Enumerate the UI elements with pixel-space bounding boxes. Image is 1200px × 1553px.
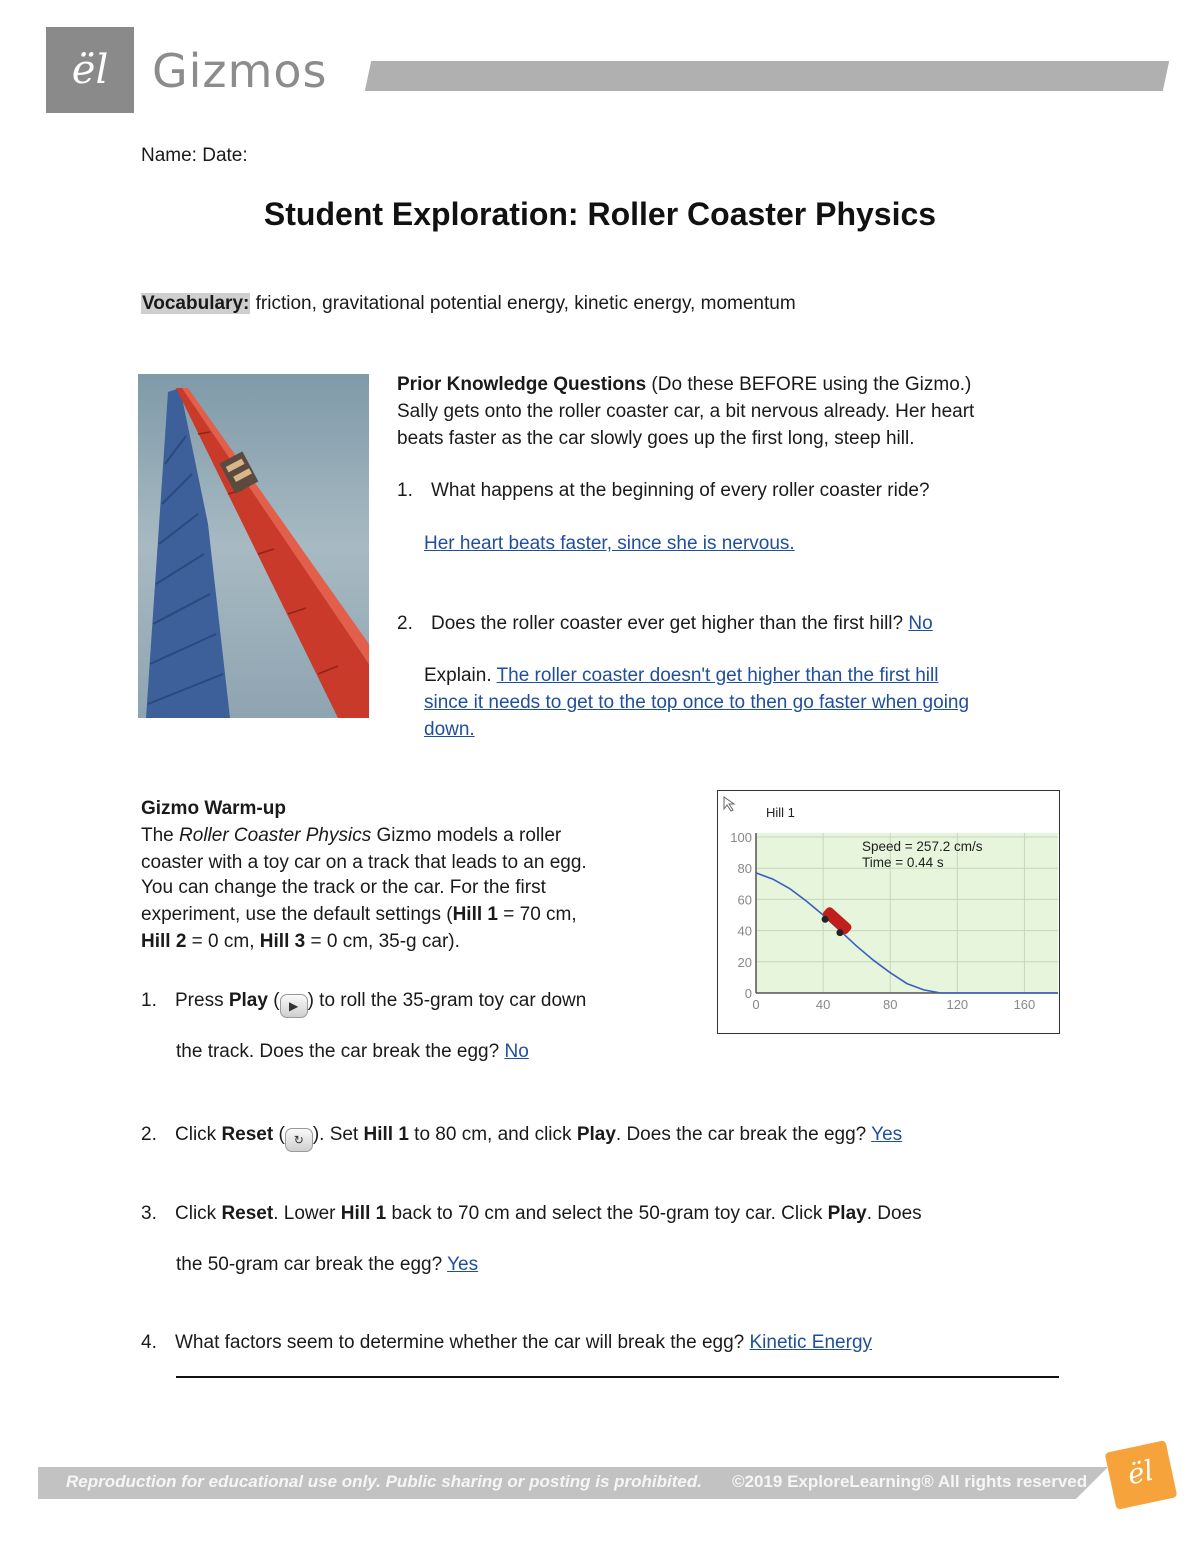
text: to 80 cm, and click xyxy=(408,1124,577,1145)
name-date-line: Name: Date: xyxy=(141,145,248,166)
y-tick-label: 80 xyxy=(737,861,752,877)
text: back to 70 cm and select the 50-gram toy car. Click xyxy=(386,1203,828,1224)
explorelearning-logo xyxy=(46,27,134,113)
warmup-line4 xyxy=(141,901,577,928)
hill-1-label: Hill 1 xyxy=(340,1203,387,1224)
prior-knowledge-heading: Prior Knowledge Questions xyxy=(397,374,647,395)
warmup-line2: coaster with a toy car on a track that leads to an egg. xyxy=(141,852,587,873)
text: Click xyxy=(175,1124,222,1145)
warmup-item-2 xyxy=(141,1121,902,1152)
text: = 70 cm, xyxy=(497,904,577,925)
text: . Does xyxy=(866,1203,922,1224)
question-text: Does the roller coaster ever get higher than the first hill? xyxy=(431,613,909,634)
explain-label: Explain. xyxy=(424,665,497,686)
warmup-item-1-line2 xyxy=(176,1038,529,1065)
item-number: 4. xyxy=(141,1332,157,1353)
y-tick-label: 60 xyxy=(737,892,752,908)
explain-answer-2[interactable]: since it needs to get to the top once to then go faster when going xyxy=(424,692,970,713)
prior-knowledge-heading-line xyxy=(397,371,971,398)
page-title: Student Exploration: Roller Coaster Physics xyxy=(263,196,937,232)
explain-line1 xyxy=(424,662,938,689)
reset-button-icon: ↻ xyxy=(285,1128,313,1152)
warmup-line5 xyxy=(141,928,460,955)
item-number: 1. xyxy=(141,990,157,1011)
warmup-item-1 xyxy=(141,987,586,1018)
answer-warmup-1[interactable]: No xyxy=(504,1041,529,1062)
time-readout: Time = 0.44 s xyxy=(862,855,944,870)
x-tick-label: 40 xyxy=(815,997,831,1012)
text: the 50-gram car break the egg? xyxy=(176,1254,448,1275)
item-number: 3. xyxy=(141,1203,157,1224)
y-tick-label: 40 xyxy=(737,923,752,939)
text: The xyxy=(141,825,180,846)
pointer-icon xyxy=(724,797,734,811)
footer-logo-glyph: ël xyxy=(1124,1453,1157,1492)
explain-answer-1[interactable]: The roller coaster doesn't get higher than the first hill xyxy=(496,665,939,686)
prior-intro-line2: beats faster as the car slowly goes up the first long, steep hill. xyxy=(397,428,915,449)
text: . Does the car break the egg? xyxy=(615,1124,872,1145)
footer-copyright: ©2019 ExploreLearning® All rights reserved xyxy=(732,1472,1088,1491)
x-tick-label: 160 xyxy=(1013,997,1036,1012)
roller-coaster-photo xyxy=(138,374,369,718)
reset-label: Reset xyxy=(221,1203,274,1224)
answer-warmup-2[interactable]: Yes xyxy=(871,1124,903,1145)
x-tick-label: 80 xyxy=(882,997,898,1012)
text: = 0 cm, 35-g car). xyxy=(305,931,460,952)
question-number: 2. xyxy=(397,613,413,634)
text: Press xyxy=(175,990,229,1011)
prior-intro-line1: Sally gets onto the roller coaster car, a bit nervous already. Her heart xyxy=(397,401,975,422)
warmup-item-3-line2 xyxy=(176,1251,478,1278)
play-label: Play xyxy=(827,1203,867,1224)
roller-coaster-illustration xyxy=(138,374,369,718)
text: ) to roll the 35-gram toy car down xyxy=(307,990,587,1011)
answer-warmup-4[interactable]: Kinetic Energy xyxy=(749,1332,873,1353)
prior-question-2 xyxy=(397,610,933,637)
y-tick-label: 0 xyxy=(744,986,752,1001)
vocabulary-line xyxy=(141,290,796,317)
play-label: Play xyxy=(228,990,268,1011)
x-tick-label: 0 xyxy=(752,997,760,1012)
warmup-line1 xyxy=(141,822,561,849)
y-tick-label: 20 xyxy=(737,954,752,970)
vocabulary-label: Vocabulary: xyxy=(142,293,250,314)
text: Gizmo models a roller xyxy=(371,825,562,846)
prior-question-1 xyxy=(397,477,930,504)
warmup-heading: Gizmo Warm-up xyxy=(141,798,286,819)
text: What factors seem to determine whether the car will break the egg? xyxy=(175,1332,750,1353)
hill-2-label: Hill 2 xyxy=(141,931,187,952)
prior-knowledge-note: (Do these BEFORE using the Gizmo.) xyxy=(646,374,972,395)
text: Click xyxy=(175,1203,222,1224)
text: = 0 cm, xyxy=(186,931,260,952)
warmup-line3: You can change the track or the car. For the first xyxy=(141,877,546,898)
y-tick-label: 100 xyxy=(730,830,752,845)
text: ( xyxy=(273,1124,285,1145)
text: experiment, use the default settings ( xyxy=(141,904,453,925)
footer-logo xyxy=(1105,1440,1178,1510)
answer-warmup-3[interactable]: Yes xyxy=(447,1254,479,1275)
text: . Lower xyxy=(273,1203,341,1224)
answer-2[interactable]: No xyxy=(908,613,933,634)
speed-readout: Speed = 257.2 cm/s xyxy=(862,839,983,854)
warmup-item-4 xyxy=(141,1329,872,1356)
logo-glyph: ël xyxy=(71,47,109,93)
play-button-icon: ▶ xyxy=(280,994,308,1018)
hill-chart-svg xyxy=(718,791,1059,1033)
text: the track. Does the car break the egg? xyxy=(176,1041,505,1062)
play-label: Play xyxy=(576,1124,616,1145)
item-number: 2. xyxy=(141,1124,157,1145)
brand-name: Gizmos xyxy=(152,44,328,98)
answer-1[interactable]: Her heart beats faster, since she is nervous. xyxy=(424,533,795,554)
footer-notice: Reproduction for educational use only. Public sharing or posting is prohibited. xyxy=(66,1472,702,1491)
vocabulary-terms: friction, gravitational potential energy, kinetic energy, momentum xyxy=(250,293,796,314)
explain-answer-3[interactable]: down. xyxy=(424,719,475,740)
header-bar xyxy=(365,61,1169,91)
reset-label: Reset xyxy=(221,1124,274,1145)
question-number: 1. xyxy=(397,480,413,501)
gizmo-name: Roller Coaster Physics xyxy=(179,825,372,846)
x-tick-label: 120 xyxy=(946,997,969,1012)
hill-1-label: Hill 1 xyxy=(452,904,498,925)
answer-rule-line xyxy=(176,1376,1059,1378)
text: ). Set xyxy=(312,1124,364,1145)
question-text: What happens at the beginning of every roller coaster ride? xyxy=(431,480,930,501)
chart-title: Hill 1 xyxy=(766,805,795,820)
warmup-item-3 xyxy=(141,1200,922,1227)
hill-3-label: Hill 3 xyxy=(259,931,306,952)
text: ( xyxy=(267,990,280,1011)
hill-chart xyxy=(717,790,1060,1034)
hill-1-label: Hill 1 xyxy=(363,1124,409,1145)
